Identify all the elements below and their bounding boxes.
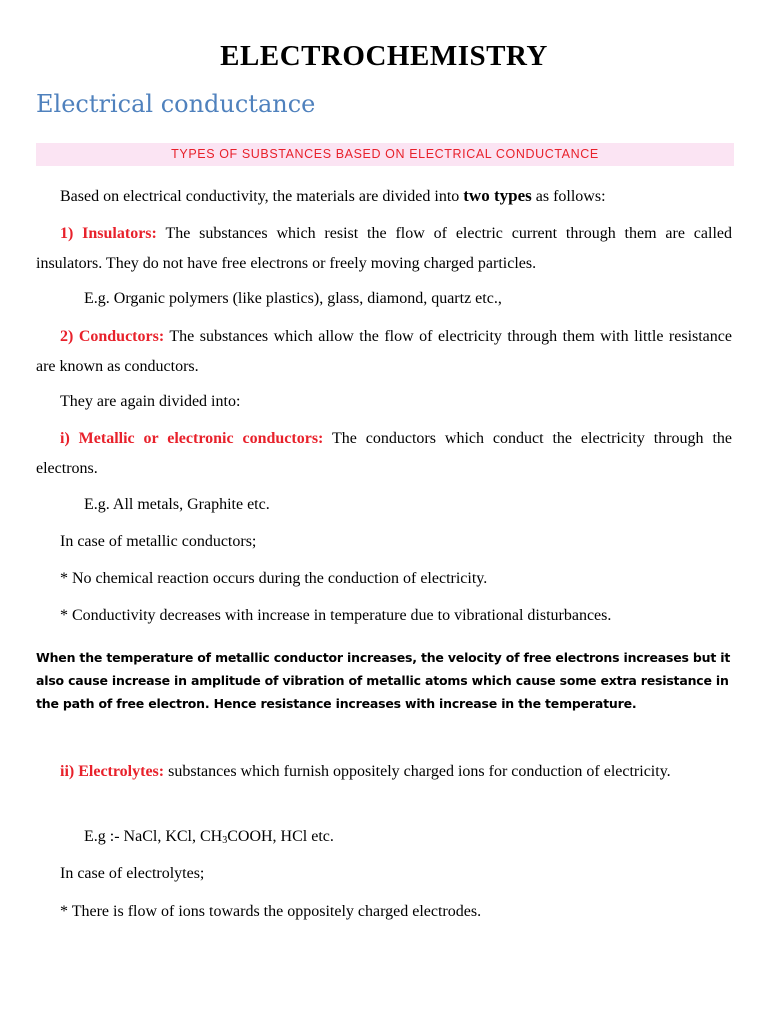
metallic-paragraph — [36, 424, 732, 484]
metallic-point-2: * Conductivity decreases with increase in temperature due to vibrational disturbances. — [60, 607, 612, 624]
conductors-paragraph — [36, 322, 732, 382]
insulators-example: E.g. Organic polymers (like plastics), glass, diamond, quartz etc., — [84, 290, 502, 307]
electrolytes-point-1: * There is flow of ions towards the oppositely charged electrodes. — [60, 903, 482, 920]
insulators-text: The substances which resist the flow of electric current through them are called insulators. They do not have free electrons or freely moving charged particles. — [36, 225, 732, 272]
temperature-note: When the temperature of metallic conductor increases, the velocity of free electrons increases but it also cause increase in amplitude of vibration of metallic atoms which cause some extra resistance in the path of free electron. Hence resistance increases with increase in the temperature. — [36, 650, 731, 711]
metallic-point-1: * No chemical reaction occurs during the conduction of electricity. — [60, 570, 488, 587]
section-banner: TYPES OF SUBSTANCES BASED ON ELECTRICAL CONDUCTANCE — [36, 143, 734, 166]
electrolytes-example — [84, 822, 734, 852]
electrolytes-text: substances which furnish oppositely charged ions for conduction of electricity. — [164, 763, 671, 780]
conductors-text: The substances which allow the flow of electricity through them with little resistance are known as conductors. — [36, 328, 732, 375]
electrolytes-label: ii) Electrolytes: — [60, 763, 165, 780]
metallic-example: E.g. All metals, Graphite etc. — [84, 496, 270, 513]
electrolytes-paragraph — [36, 757, 732, 787]
intro-text-after: as follows: — [531, 188, 606, 205]
electrolytes-example-after: COOH, HCl etc. — [227, 828, 334, 845]
metallic-text: The conductors which conduct the electricity through the electrons. — [36, 430, 732, 477]
intro-bold: two types — [463, 186, 532, 205]
electrolytes-case: In case of electrolytes; — [60, 865, 205, 882]
conductors-divided: They are again divided into: — [60, 393, 241, 410]
insulators-paragraph — [36, 219, 732, 279]
electrolytes-example-subscript: 3 — [222, 835, 228, 846]
metallic-case: In case of metallic conductors; — [60, 533, 257, 550]
metallic-label: i) Metallic or electronic conductors: — [60, 430, 324, 447]
electrolytes-example-before: E.g :- NaCl, KCl, CH — [84, 828, 223, 845]
insulators-label: 1) Insulators: — [60, 225, 157, 242]
page-title: ELECTROCHEMISTRY — [220, 40, 548, 72]
intro-text-before: Based on electrical conductivity, the materials are divided into — [60, 188, 464, 205]
conductors-label: 2) Conductors: — [60, 328, 165, 345]
section-heading: Electrical conductance — [36, 90, 316, 118]
intro-paragraph — [36, 181, 732, 212]
